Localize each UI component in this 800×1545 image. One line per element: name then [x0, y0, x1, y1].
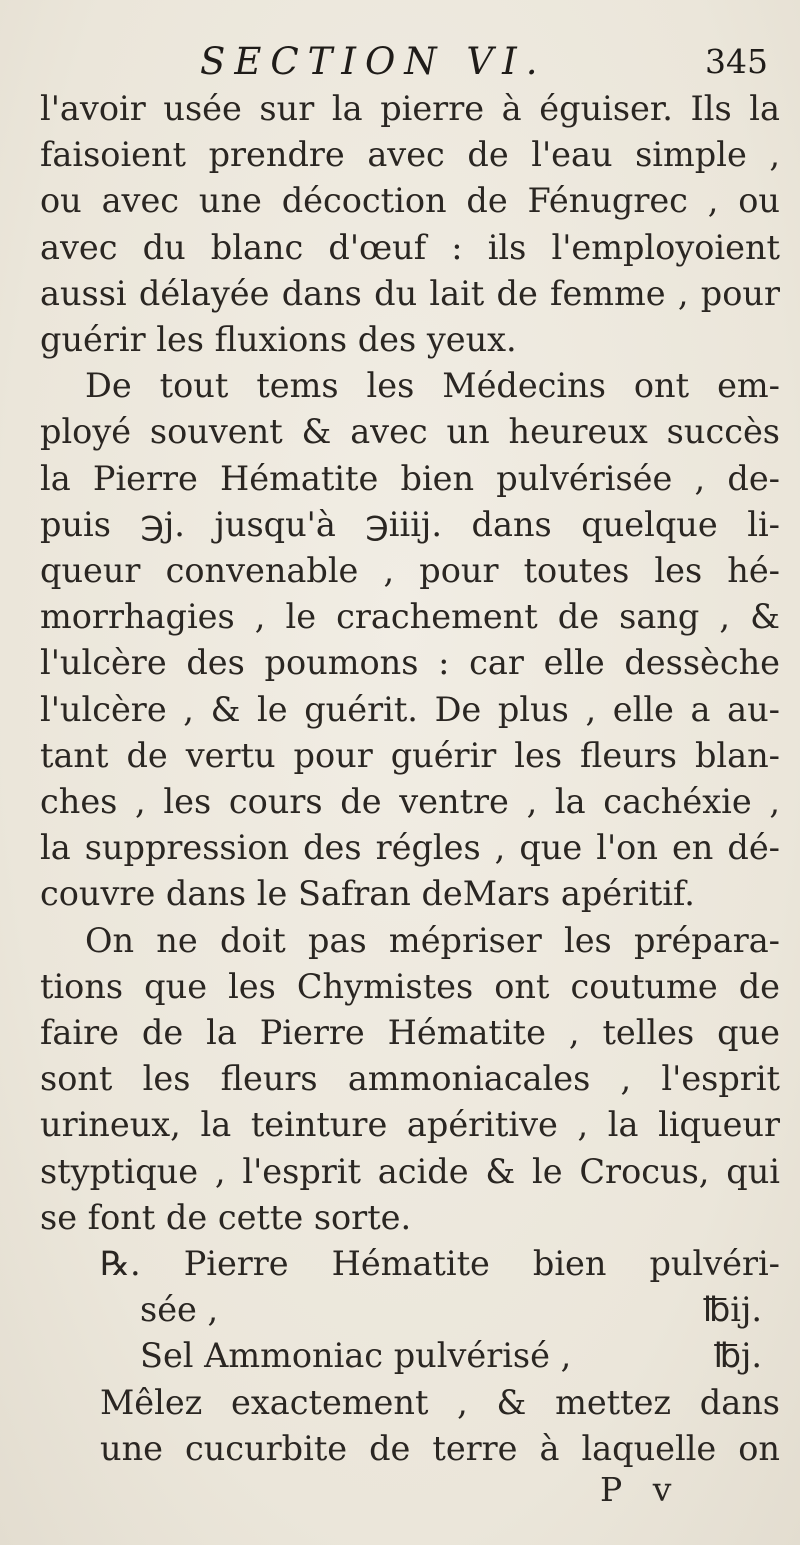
- running-title: SECTION VI.: [200, 40, 547, 83]
- page-header: [0, 40, 800, 90]
- text-line: l'ulcère , & le guérit. De plus , elle a au-: [40, 689, 780, 729]
- page-number: 345: [705, 42, 768, 81]
- recipe-item: [40, 1333, 780, 1379]
- text-line: queur convenable , pour toutes les hé-: [40, 551, 780, 591]
- text-line: De tout tems les Médecins ont em-: [85, 366, 780, 406]
- recipe-ingredient: sée ,: [140, 1290, 219, 1330]
- text-line: morrhagies , le crachement de sang , &: [40, 597, 780, 637]
- signature-mark: P v: [600, 1470, 682, 1509]
- recipe-item: [40, 1287, 780, 1333]
- text-line: tions que les Chymistes ont coutume de: [40, 966, 780, 1006]
- text-line: ou avec une décoction de Fénugrec , ou: [40, 181, 780, 221]
- recipe-quantity: ℔ij.: [702, 1290, 762, 1330]
- text-line: la suppression des régles , que l'on en dé-: [40, 828, 780, 868]
- recipe-instruction: une cucurbite de terre à laquelle on: [100, 1428, 780, 1468]
- recipe-ingredient: Sel Ammoniac pulvérisé ,: [140, 1336, 572, 1376]
- text-line: On ne doit pas mépriser les prépara-: [85, 920, 780, 960]
- text-line: la Pierre Hématite bien pulvérisée , de-: [40, 458, 780, 498]
- recipe-line: ℞. Pierre Hématite bien pulvéri-: [100, 1244, 780, 1284]
- text-line: faisoient prendre avec de l'eau simple ,: [40, 135, 780, 175]
- text-line: avec du blanc d'œuf : ils l'employoient: [40, 227, 780, 267]
- text-line: puis ℈j. jusqu'à ℈iiij. dans quelque li-: [40, 504, 780, 544]
- text-line: ployé souvent & avec un heureux succès: [40, 412, 780, 452]
- recipe-instruction: Mêlez exactement , & mettez dans: [100, 1382, 780, 1422]
- body-text: [40, 86, 780, 1472]
- recipe-quantity: ℔j.: [713, 1336, 762, 1376]
- text-line: se font de cette sorte.: [40, 1197, 412, 1237]
- text-line: sont les fleurs ammoniacales , l'esprit: [40, 1059, 780, 1099]
- text-line: urineux, la teinture apéritive , la liqueur: [40, 1105, 780, 1145]
- text-line: l'ulcère des poumons : car elle dessèche: [40, 643, 780, 683]
- recipe: [40, 1241, 780, 1472]
- text-line: styptique , l'esprit acide & le Crocus, qui: [40, 1151, 780, 1191]
- text-line: l'avoir usée sur la pierre à éguiser. Ils la: [40, 89, 780, 128]
- text-line: ches , les cours de ventre , la cachéxie ,: [40, 782, 780, 822]
- text-line: guérir les fluxions des yeux.: [40, 320, 517, 360]
- paragraph-1: [40, 86, 780, 363]
- paragraph-2: [40, 363, 780, 917]
- text-line: tant de vertu pour guérir les fleurs blan-: [40, 735, 780, 775]
- text-line: aussi délayée dans du lait de femme , pour: [40, 273, 780, 313]
- paragraph-3: [40, 918, 780, 1241]
- text-line: faire de la Pierre Hématite , telles que: [40, 1013, 780, 1053]
- text-line: couvre dans le Safran deMars apéritif.: [40, 874, 695, 914]
